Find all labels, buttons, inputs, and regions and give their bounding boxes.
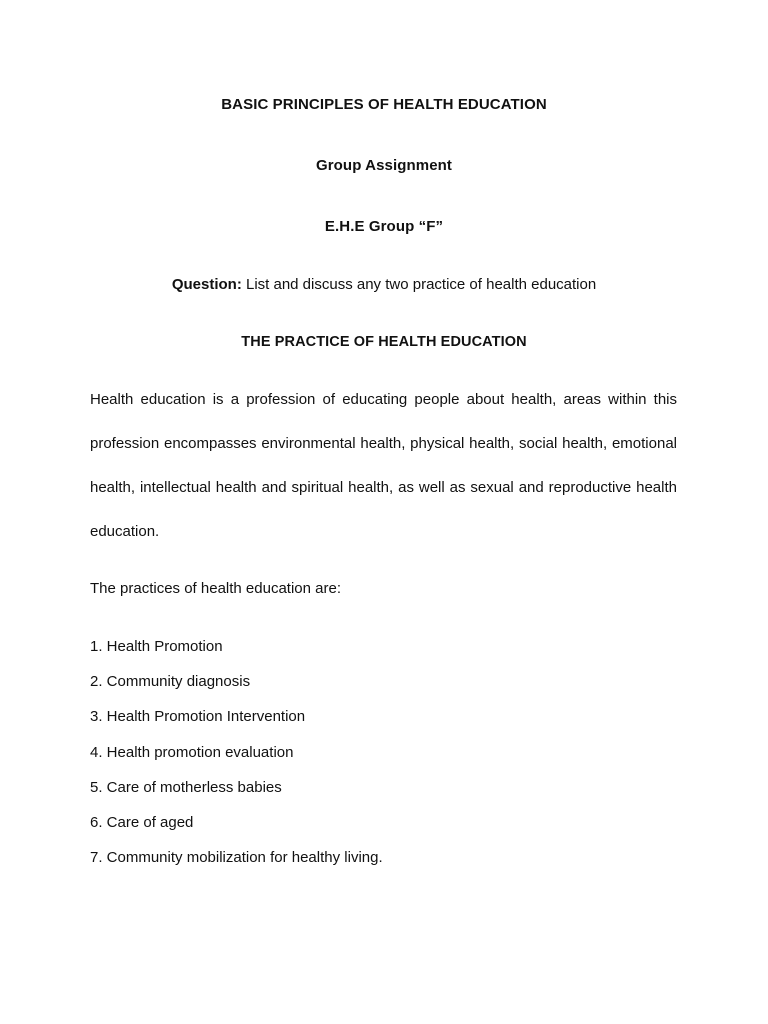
list-intro: The practices of health education are: <box>90 580 341 597</box>
list-item: 6. Care of aged <box>90 813 194 831</box>
list-item: 1. Health Promotion <box>90 638 223 655</box>
question-label: Question: <box>171 276 242 293</box>
list-item: 5. Care of motherless babies <box>90 778 282 796</box>
list-item: 4. Health promotion evaluation <box>90 743 294 761</box>
question-line <box>0 276 768 293</box>
list-item: 7. Community mobilization for healthy living. <box>90 849 383 867</box>
document-subtitle: Group Assignment <box>315 157 453 174</box>
document-title: BASIC PRINCIPLES OF HEALTH EDUCATION <box>221 96 547 113</box>
list-item: 3. Health Promotion Intervention <box>90 708 306 726</box>
body-paragraph: Health education is a profession of educating people about health, areas within this profession encompasses environmental health, physical health, social health, emotional health, intellectual health and spiritual health, as well as sexual and reproductive health education. <box>90 391 677 540</box>
list-item: 2. Community diagnosis <box>90 673 251 691</box>
question-text: List and discuss any two practice of health education <box>241 276 597 293</box>
practices-list <box>90 637 383 883</box>
group-name: E.H.E Group “F” <box>324 218 444 235</box>
section-heading: THE PRACTICE OF HEALTH EDUCATION <box>241 334 527 350</box>
